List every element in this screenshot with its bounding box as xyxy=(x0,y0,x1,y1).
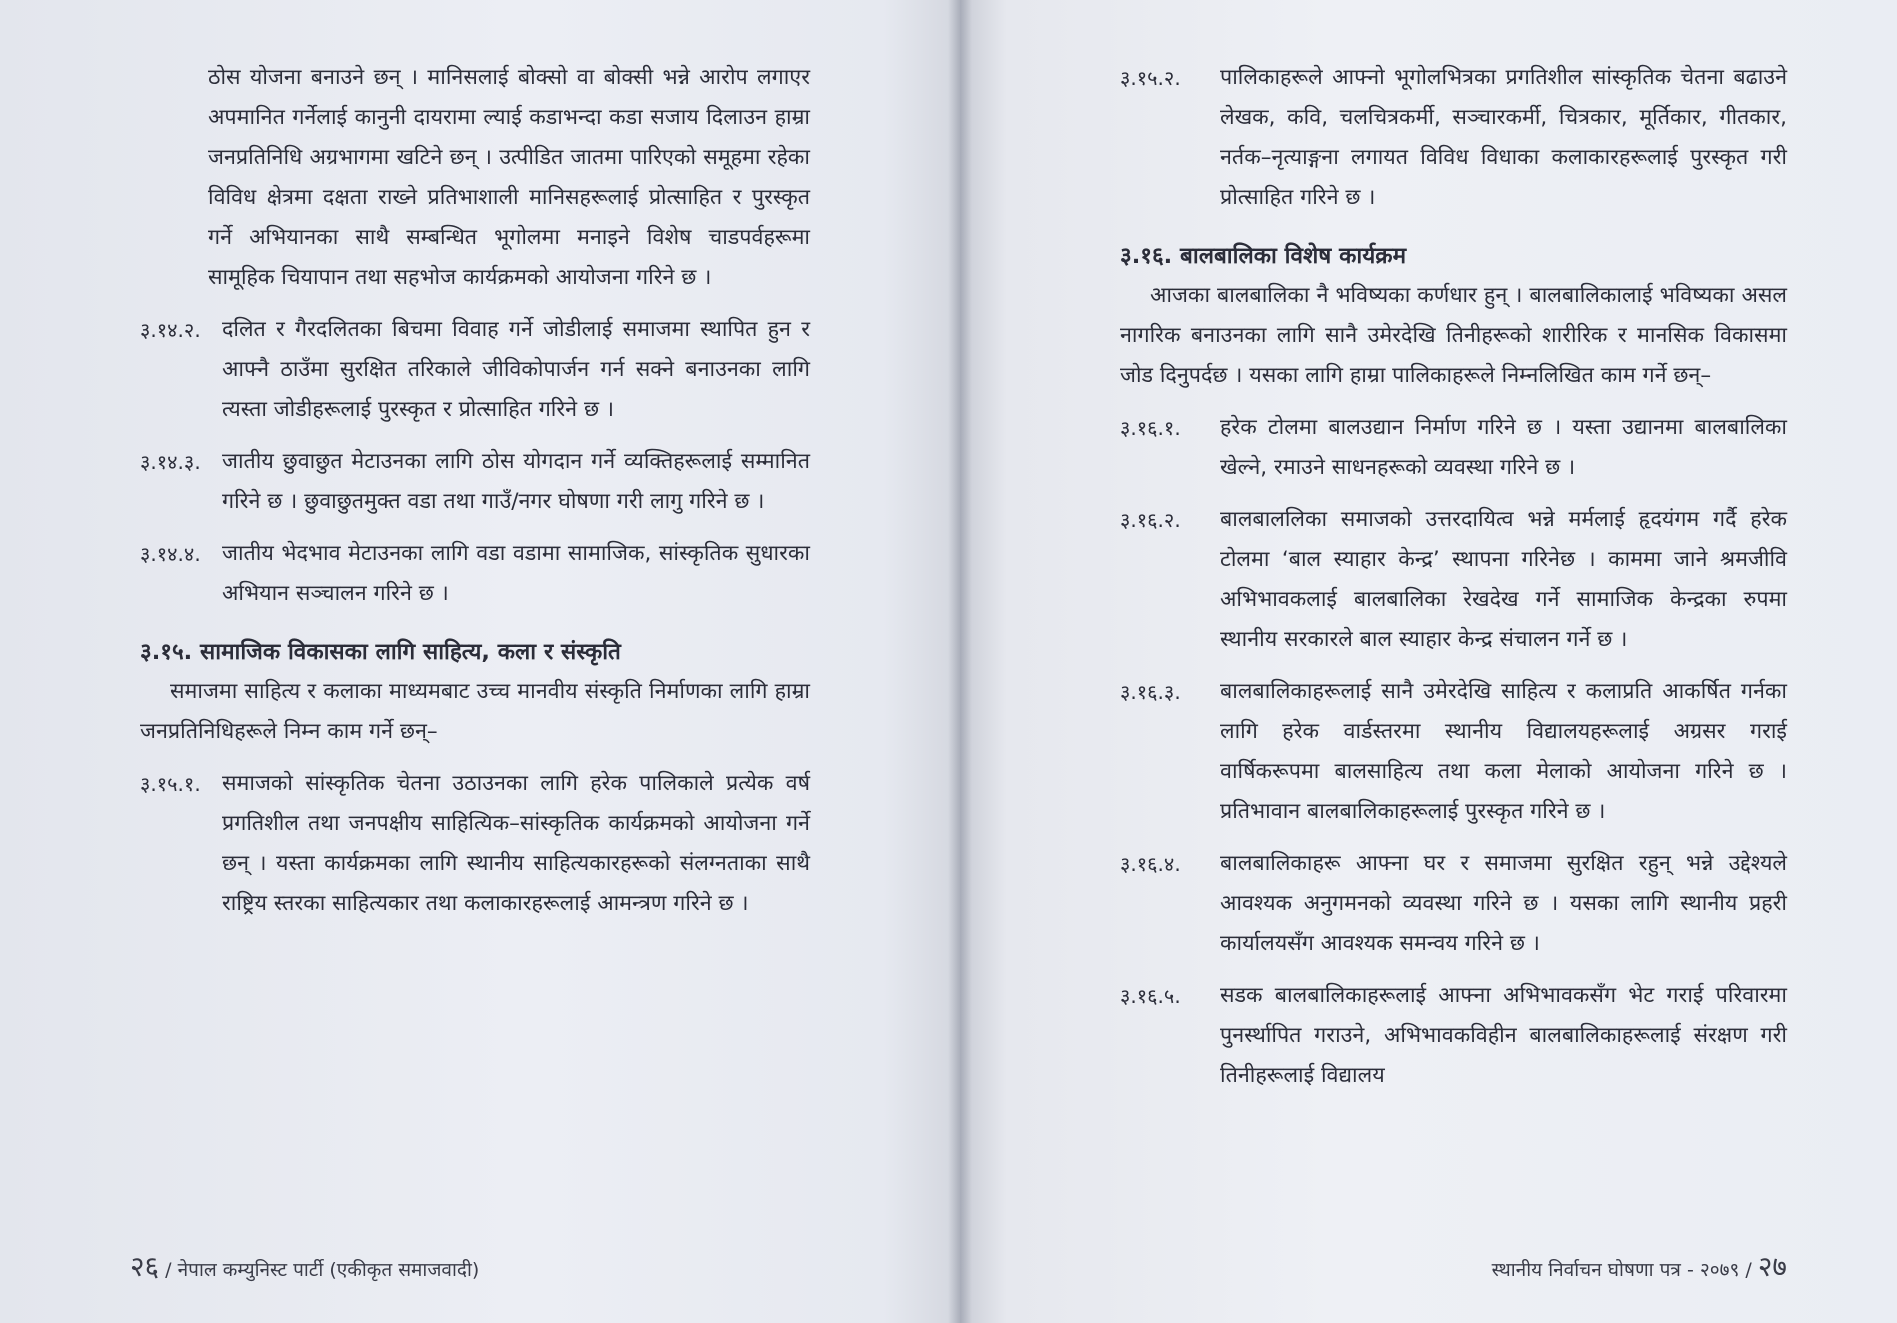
item-number: ३.१४.२. xyxy=(140,318,201,342)
list-item-3-16-1 xyxy=(1120,408,1787,488)
section-heading-3-16: ३.१६. बालबालिका विशेष कार्यक्रम xyxy=(1120,243,1407,269)
item-text: पालिकाहरूले आफ्नो भूगोलभित्रका प्रगतिशील सांस्कृतिक चेतना बढाउने लेखक, कवि, चलचित्रकर्मी, सञ्चारकर्मी, चित्रकार, मूर्तिकार, गीतकार, नर्तक–नृत्याङ्गना लगायत विविध विधाका कलाकारहरूलाई पुरस्कृत गरी प्रोत्साहित गरिने छ । xyxy=(1220,65,1787,210)
item-number: ३.१६.२. xyxy=(1120,508,1181,532)
list-item-3-16-4 xyxy=(1120,844,1787,964)
item-text: जातीय छुवाछुत मेटाउनका लागि ठोस योगदान गर्ने व्यक्तिहरूलाई सम्मानित गरिने छ । छुवाछुतमुक्त वडा तथा गाउँ/नगर घोषणा गरी लागु गरिने छ । xyxy=(222,449,810,514)
item-text: जातीय भेदभाव मेटाउनका लागि वडा वडामा सामाजिक, सांस्कृतिक सुधारका अभियान सञ्चालन गरिने छ । xyxy=(222,541,810,606)
footer-separator: / xyxy=(1745,1259,1752,1281)
footer-text: स्थानीय निर्वाचन घोषणा पत्र - २०७९ xyxy=(1491,1259,1740,1281)
item-text: बालबालिकाहरू आफ्ना घर र समाजमा सुरक्षित रहुन् भन्ने उद्देश्यले आवश्यक अनुगमनको व्यवस्था गरिने छ । यसका लागि स्थानीय प्रहरी कार्यालयसँग आवश्यक समन्वय गरिने छ । xyxy=(1220,851,1787,956)
item-text: समाजको सांस्कृतिक चेतना उठाउनका लागि हरेक पालिकाले प्रत्येक वर्ष प्रगतिशील तथा जनपक्षीय साहित्यिक–सांस्कृतिक कार्यक्रमको आयोजना गर्ने छन् । यस्ता कार्यक्रमका लागि स्थानीय साहित्यकारहरूको संलग्नताका साथै राष्ट्रिय स्तरका साहित्यकार तथा कलाकारहरूलाई आमन्त्रण गरिने छ । xyxy=(222,771,810,916)
item-number: ३.१५.१. xyxy=(140,772,201,796)
continuation-paragraph: ठोस योजना बनाउने छन् । मानिसलाई बोक्सो वा बोक्सी भन्ने आरोप लगाएर अपमानित गर्नेलाई कानुनी दायरामा ल्याई कडाभन्दा कडा सजाय दिलाउन हाम्रा जनप्रतिनिधि अग्रभागमा खटिने छन् । उत्पीडित जातमा पारिएको समूहमा रहेका विविध क्षेत्रमा दक्षता राख्ने प्रतिभाशाली मानिसहरूलाई प्रोत्साहित र पुरस्कृत गर्ने अभियानका साथै सम्बन्धित भूगोलमा मनाइने विशेष चाडपर्वहरूमा सामूहिक चियापान तथा सहभोज कार्यक्रमको आयोजना गरिने छ । xyxy=(208,65,810,290)
page-number: २६ xyxy=(130,1250,160,1283)
right-page-footer xyxy=(1492,1247,1787,1285)
list-item-3-14-3 xyxy=(140,442,810,522)
item-number: ३.१६.४. xyxy=(1120,852,1181,876)
item-text: बालबाललिका समाजको उत्तरदायित्व भन्ने मर्मलाई हृदयंगम गर्दै हरेक टोलमा ‘बाल स्याहार केन्द्र’ स्थापना गरिनेछ । काममा जाने श्रमजीवि अभिभावकलाई बालबालिका रेखदेख गर्ने सामाजिक केन्द्रका रुपमा स्थानीय सरकारले बाल स्याहार केन्द्र संचालन गर्ने छ । xyxy=(1220,507,1787,652)
item-text: दलित र गैरदलितका बिचमा विवाह गर्ने जोडीलाई समाजमा स्थापित हुन र आफ्नै ठाउँमा सुरक्षित तरिकाले जीविकोपार्जन गर्न सक्ने बनाउनका लागि त्यस्ता जोडीहरूलाई पुरस्कृत र प्रोत्साहित गरिने छ । xyxy=(222,317,810,422)
left-page-footer xyxy=(130,1247,479,1285)
item-number: ३.१६.५. xyxy=(1120,984,1181,1008)
right-page xyxy=(960,0,1897,1323)
item-number: ३.१६.३. xyxy=(1120,680,1181,704)
list-item-3-16-3 xyxy=(1120,672,1787,832)
list-item-3-14-4 xyxy=(140,534,810,614)
section-intro-3-15: समाजमा साहित्य र कलाका माध्यमबाट उच्च मानवीय संस्कृति निर्माणका लागि हाम्रा जनप्रतिनिधिहरूले निम्न काम गर्ने छन्– xyxy=(140,679,810,744)
list-item-3-16-5 xyxy=(1120,976,1787,1096)
item-number: ३.१५.२. xyxy=(1120,66,1181,90)
item-text: बालबालिकाहरूलाई सानै उमेरदेखि साहित्य र कलाप्रति आकर्षित गर्नका लागि हरेक वार्डस्तरमा स्थानीय विद्यालयहरूलाई अग्रसर गराई वार्षिकरूपमा बालसाहित्य तथा कला मेलाको आयोजना गरिने छ । प्रतिभावान बालबालिकाहरूलाई पुरस्कृत गरिने छ । xyxy=(1220,679,1787,824)
footer-text: नेपाल कम्युनिस्ट पार्टी (एकीकृत समाजवादी) xyxy=(177,1259,480,1281)
item-text: हरेक टोलमा बालउद्यान निर्माण गरिने छ । यस्ता उद्यानमा बालबालिका खेल्ने, रमाउने साधनहरूको व्यवस्था गरिने छ । xyxy=(1220,415,1787,480)
list-item-3-15-1 xyxy=(140,764,810,924)
footer-separator: / xyxy=(165,1259,172,1281)
list-item-3-16-2 xyxy=(1120,500,1787,660)
list-item-3-14-2 xyxy=(140,310,810,430)
item-number: ३.१६.१. xyxy=(1120,416,1181,440)
list-item-3-15-2 xyxy=(1120,58,1787,218)
section-intro-3-16: आजका बालबालिका नै भविष्यका कर्णधार हुन् । बालबालिकालाई भविष्यका असल नागरिक बनाउनका लागि सानै उमेरदेखि तिनीहरूको शारीरिक र मानसिक विकासमा जोड दिनुपर्दछ । यसका लागि हाम्रा पालिकाहरूले निम्नलिखित काम गर्ने छन्– xyxy=(1120,283,1787,388)
section-heading-3-15: ३.१५. सामाजिक विकासका लागि साहित्य, कला र संस्कृति xyxy=(140,639,621,665)
item-number: ३.१४.४. xyxy=(140,542,201,566)
item-number: ३.१४.३. xyxy=(140,450,201,474)
item-text: सडक बालबालिकाहरूलाई आफ्ना अभिभावकसँग भेट गराई परिवारमा पुनर्स्थापित गराउने, अभिभावकविहीन बालबालिकाहरूलाई संरक्षण गरी तिनीहरूलाई विद्यालय xyxy=(1220,983,1787,1088)
book-gutter xyxy=(948,0,972,1323)
page-number: २७ xyxy=(1757,1250,1787,1283)
